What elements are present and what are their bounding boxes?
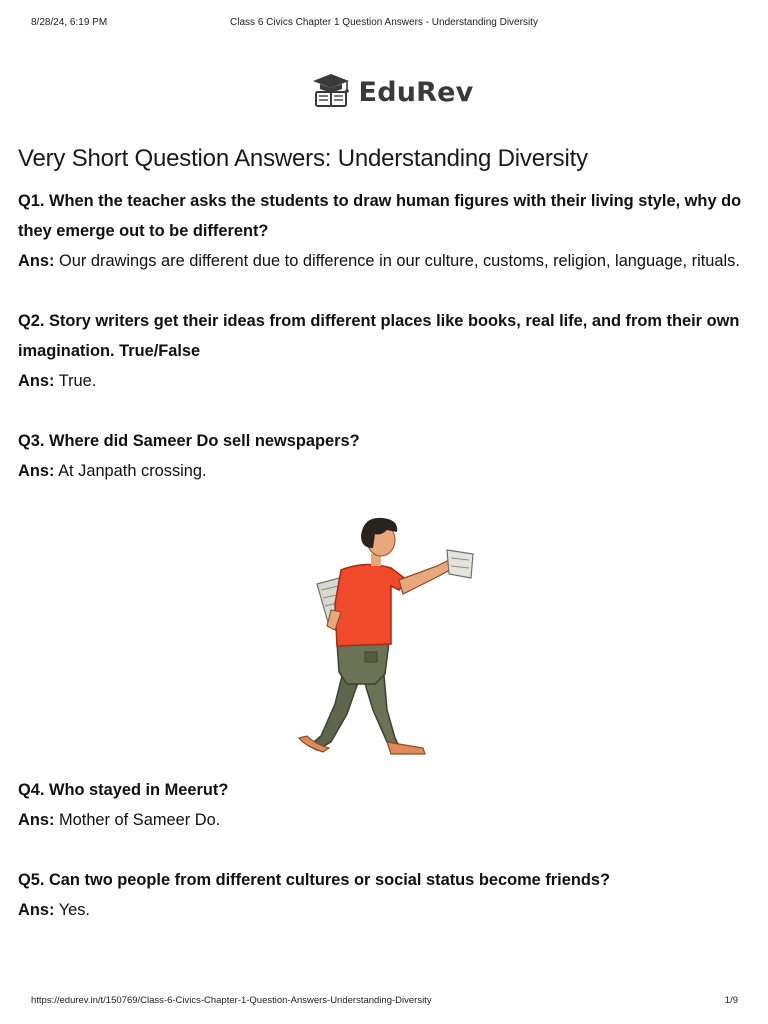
answer-label: Ans: <box>18 372 55 390</box>
answer-text: Our drawings are different due to difference in our culture, customs, religion, language, rituals. <box>54 252 740 270</box>
answer-2 <box>18 366 753 396</box>
question-4: Q4. Who stayed in Meerut? <box>18 781 229 799</box>
edurev-logo[interactable] <box>0 72 768 112</box>
answer-text: Mother of Sameer Do. <box>54 811 221 829</box>
page-number: 1/9 <box>724 995 738 1006</box>
section-heading: Very Short Question Answers: Understanding Diversity <box>18 145 588 172</box>
answer-1 <box>18 246 753 276</box>
answer-label: Ans: <box>18 811 55 829</box>
question-2: Q2. Story writers get their ideas from different places like books, real life, and from their own imagination. True/False <box>18 312 740 360</box>
question-5: Q5. Can two people from different cultures or social status become friends? <box>18 871 610 889</box>
answer-text: At Janpath crossing. <box>54 462 207 480</box>
print-footer <box>0 995 768 1009</box>
question-3: Q3. Where did Sameer Do sell newspapers? <box>18 432 360 450</box>
print-date: 8/28/24, 6:19 PM <box>31 17 108 28</box>
print-title: Class 6 Civics Chapter 1 Question Answers - Understanding Diversity <box>230 17 538 28</box>
print-header <box>0 17 768 31</box>
question-1: Q1. When the teacher asks the students to draw human figures with their living style, why do they emerge out to be different? <box>18 192 742 240</box>
answer-3 <box>18 456 753 486</box>
newspaper-boy-illustration <box>287 514 479 768</box>
answer-text: Yes. <box>54 901 90 919</box>
footer-url[interactable]: https://edurev.in/t/150769/Class-6-Civics-Chapter-1-Question-Answers-Understanding-Diversity <box>31 995 432 1006</box>
answer-4 <box>18 805 753 835</box>
logo-text: EduRev <box>358 76 474 108</box>
qa-item-2 <box>18 306 753 396</box>
answer-label: Ans: <box>18 462 55 480</box>
qa-item-5 <box>18 865 753 925</box>
qa-item-4 <box>18 775 753 835</box>
answer-label: Ans: <box>18 252 55 270</box>
answer-text: True. <box>54 372 97 390</box>
graduation-cap-book-icon <box>311 72 351 113</box>
answer-label: Ans: <box>18 901 55 919</box>
qa-item-1 <box>18 186 753 276</box>
qa-item-3 <box>18 426 753 486</box>
answer-5 <box>18 895 753 925</box>
